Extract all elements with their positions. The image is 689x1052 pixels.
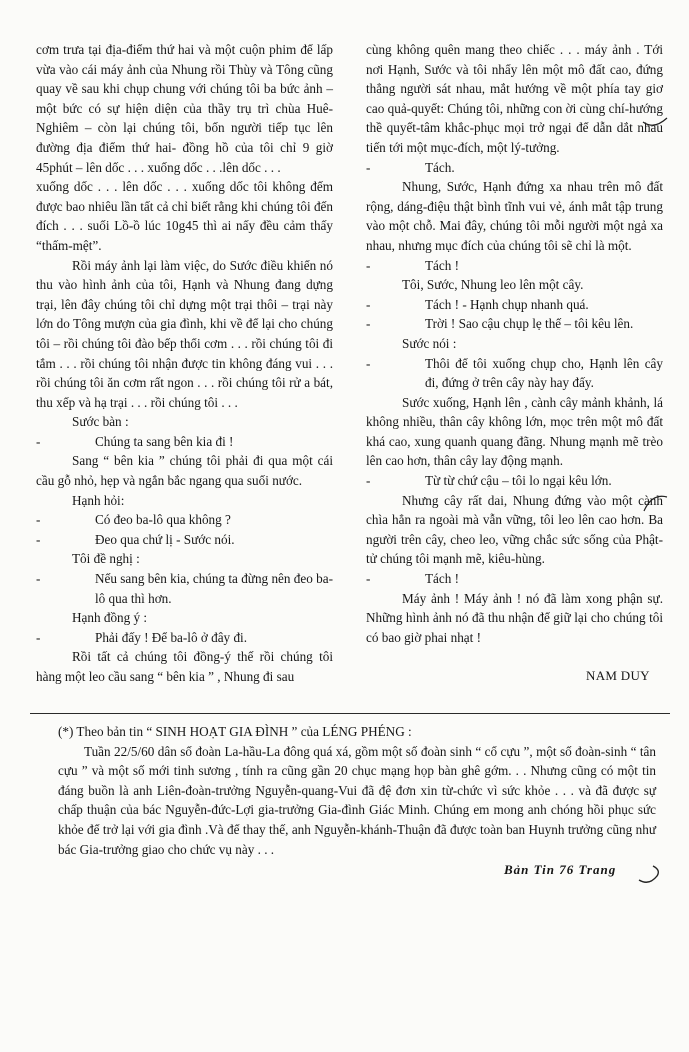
dash-bullet: - bbox=[366, 296, 371, 312]
right-column bbox=[366, 40, 663, 647]
dialogue-line bbox=[366, 256, 663, 276]
publication-footer: Bản Tin 76 Trang bbox=[504, 862, 617, 877]
dialogue-line bbox=[366, 158, 663, 178]
paragraph: xuống dốc . . . lên dốc . . . xuống dốc tôi không đếm được bao nhiêu lần tất cả chỉ biết rằng khi chúng tôi đến đích . . . suối Lồ-ồ lúc 10g45 thì ai nấy đều cảm thấy “thấm-mệt”. bbox=[36, 179, 333, 253]
dialogue-line bbox=[36, 628, 333, 648]
paragraph: cơm trưa tại địa-điểm thứ hai và một cuộn phim để lấp vừa vào cái máy ảnh của Nhung rồi Thùy và Tông cũng quay về sau khi chụp chung với chúng tôi ba bức ảnh – một bức có sự hiện diện của thầy trụ trì chùa Huê-Nghiêm – còn lại chúng tôi, bốn người tiếp tục lên đường địa điểm thứ hai- đồng hồ của tôi chỉ 9 giờ 45phút – lên dốc . . . xuống dốc . . .lên dốc . . . bbox=[36, 42, 333, 175]
dialogue-text: Nếu sang bên kia, chúng ta đừng nên đeo ba-lô qua thì hơn. bbox=[95, 571, 333, 606]
left-column bbox=[36, 40, 333, 687]
dialogue-text: Tách. bbox=[425, 159, 455, 175]
dialogue-line bbox=[366, 354, 663, 393]
section-divider bbox=[30, 713, 670, 714]
speaker-label: Hạnh đồng ý : bbox=[72, 610, 148, 626]
dash-bullet: - bbox=[366, 571, 371, 587]
dialogue-text: Tách ! bbox=[425, 257, 460, 273]
speaker-label: Tôi đề nghị : bbox=[72, 551, 140, 567]
speaker-label: Hạnh hỏi: bbox=[72, 492, 125, 508]
dialogue-text: Tách ! - Hạnh chụp nhanh quá. bbox=[425, 296, 589, 312]
dialogue-line bbox=[366, 471, 663, 491]
dialogue-text: Đeo qua chứ lị - Sước nói. bbox=[95, 531, 235, 547]
paragraph: Nhung, Sước, Hạnh đứng xa nhau trên mô đất rộng, dáng-điệu thật bình tĩnh vui vẻ, ánh mắt tập trung vào một chỗ. Mai đây, chúng tôi mỗi người một ngả xa nhau, nhưng mục đích của chúng tôi sẽ chỉ là một. bbox=[366, 179, 663, 253]
dialogue-line bbox=[366, 295, 663, 315]
pen-scratch-mark bbox=[640, 487, 670, 517]
paragraph: cùng không quên mang theo chiếc . . . máy ảnh . Tới nơi Hạnh, Sước và tôi nhẩy lên một mô đất cao, đứng thẳng người sát nhau, mắt hướng về một phía tay giơ cao quả-quyết: Chúng tôi, những con ời cùng chí-hướng thề quyết-tâm khắc-phục mọi trở ngại để dẫn dắt nhau tiến tới một mục-đích, một lý-tưởng. bbox=[366, 42, 663, 155]
dialogue-text: Trời ! Sao cậu chụp lẹ thế – tôi kêu lên. bbox=[425, 316, 634, 332]
paragraph: Rồi tất cả chúng tôi đồng-ý thế rồi chúng tôi hàng một leo cầu sang “ bên kia ” , Nhung đi sau bbox=[36, 649, 333, 684]
narration-line: Tôi, Sước, Nhung leo lên một cây. bbox=[402, 277, 584, 293]
dialogue-text: Chúng ta sang bên kia đi ! bbox=[95, 433, 234, 449]
footnote-heading: (*) Theo bản tin “ SINH HOẠT GIA ĐÌNH ” của LÉNG PHÉNG : bbox=[58, 724, 412, 739]
dash-bullet: - bbox=[366, 355, 371, 371]
dash-bullet: - bbox=[36, 512, 41, 528]
footnote bbox=[58, 722, 656, 859]
dash-bullet: - bbox=[366, 316, 371, 332]
dialogue-line bbox=[366, 314, 663, 334]
dialogue-line bbox=[366, 569, 663, 589]
speaker-label: Sước bàn : bbox=[72, 414, 129, 430]
dash-bullet: - bbox=[366, 257, 371, 273]
speaker-label: Sước nói : bbox=[402, 335, 457, 351]
paragraph: Nhưng cây rất dai, Nhung đứng vào một cành chìa hẳn ra ngoài mà vẫn vững, tôi leo lên cao hơn. Ba người trên cây, cheo leo, vững chắc sức sống của Phật-tử chúng tôi mạnh mẽ, kiêu-hùng. bbox=[366, 492, 663, 567]
dash-bullet: - bbox=[36, 571, 41, 587]
dialogue-line bbox=[36, 510, 333, 530]
paragraph: Rồi máy ảnh lại làm việc, do Sước điều khiển nó thu vào hình ảnh của tôi, Hạnh và Nhung đang dựng trại, lên đây chúng tôi chỉ dựng một trại thôi – trại này lớn do Tông mượn của gia đình, khi về để lại cho chúng tôi – rồi chúng tôi đào bếp thổi cơm . . . rồi chúng tôi đi tắm . . . rồi chúng tôi nhận được tin không đáng vui . . . rồi chúng tôi ăn cơm rất ngon . . . rồi chúng tôi rử a bát, thu xếp và hạ trại . . . rồi chúng tôi . . . bbox=[36, 257, 333, 410]
dash-bullet: - bbox=[36, 433, 41, 449]
dash-bullet: - bbox=[36, 531, 41, 547]
dialogue-text: Phải đấy ! Để ba-lô ở đây đi. bbox=[95, 629, 247, 645]
paragraph: Sước xuống, Hạnh lên , cành cây mảnh khảnh, lá không nhiều, thân cây không lớn, mọc trên một mô đất khá cao, xung quanh quang đãng. Nhung mạnh mẽ trèo lên cao hơn, thân cây lay động mạnh. bbox=[366, 394, 663, 469]
dash-bullet: - bbox=[36, 629, 41, 645]
paragraph: Máy ảnh ! Máy ảnh ! nó đã làm xong phận sự. Những hình ảnh nó đã thu nhận để giữ lại cho chúng tôi có bao giờ phai nhạt ! bbox=[366, 590, 663, 645]
author-signature: NAM DUY bbox=[586, 668, 650, 683]
dialogue-line bbox=[36, 432, 333, 452]
dialogue-text: Có đeo ba-lô qua không ? bbox=[95, 512, 231, 528]
pen-scratch-mark bbox=[640, 100, 670, 130]
dialogue-text: Tách ! bbox=[425, 571, 460, 587]
footer-flourish bbox=[637, 860, 667, 890]
footnote-body: Tuần 22/5/60 dân số đoàn La-hầu-La đông quá xá, gồm một số đoàn sinh “ cổ cựu ”, một số đoàn-sinh “ tân cựu ” và một số mới tinh sương , tính ra cũng gần 20 chục mạng họp bàn ghê gớm. . . Nhưng cũng có một tin đáng buồn là anh Liên-đoàn-trưởng Nguyễn-quang-Vui đã đệ đơn xin từ-chức vì sức khỏe . . . và đã được sự chấp thuận của bác Nguyễn-đức-Lợi gia-trưởng Gia-đình Giác Minh. Chúng em mong anh chóng hồi phục sức khỏe để trở lại với gia đình .Và để thay thế, anh Nguyễn-khánh-Thuận đã được toàn ban Huynh trưởng cũng như bác Gia-trưởng giao cho chức vụ này . . . bbox=[58, 743, 656, 857]
dash-bullet: - bbox=[366, 473, 371, 489]
dialogue-text: Thôi để tôi xuống chụp cho, Hạnh lên cây đi, đứng ở trên cây này hay đấy. bbox=[425, 355, 663, 391]
dash-bullet: - bbox=[366, 159, 371, 175]
paragraph: Sang “ bên kia ” chúng tôi phải đi qua một cái cầu gỗ nhỏ, hẹp và ngắn bắc ngang qua suối nước. bbox=[36, 453, 333, 489]
dialogue-line bbox=[36, 530, 333, 550]
dialogue-text: Từ từ chứ cậu – tôi lo ngại kêu lớn. bbox=[425, 473, 612, 489]
dialogue-line bbox=[36, 569, 333, 608]
